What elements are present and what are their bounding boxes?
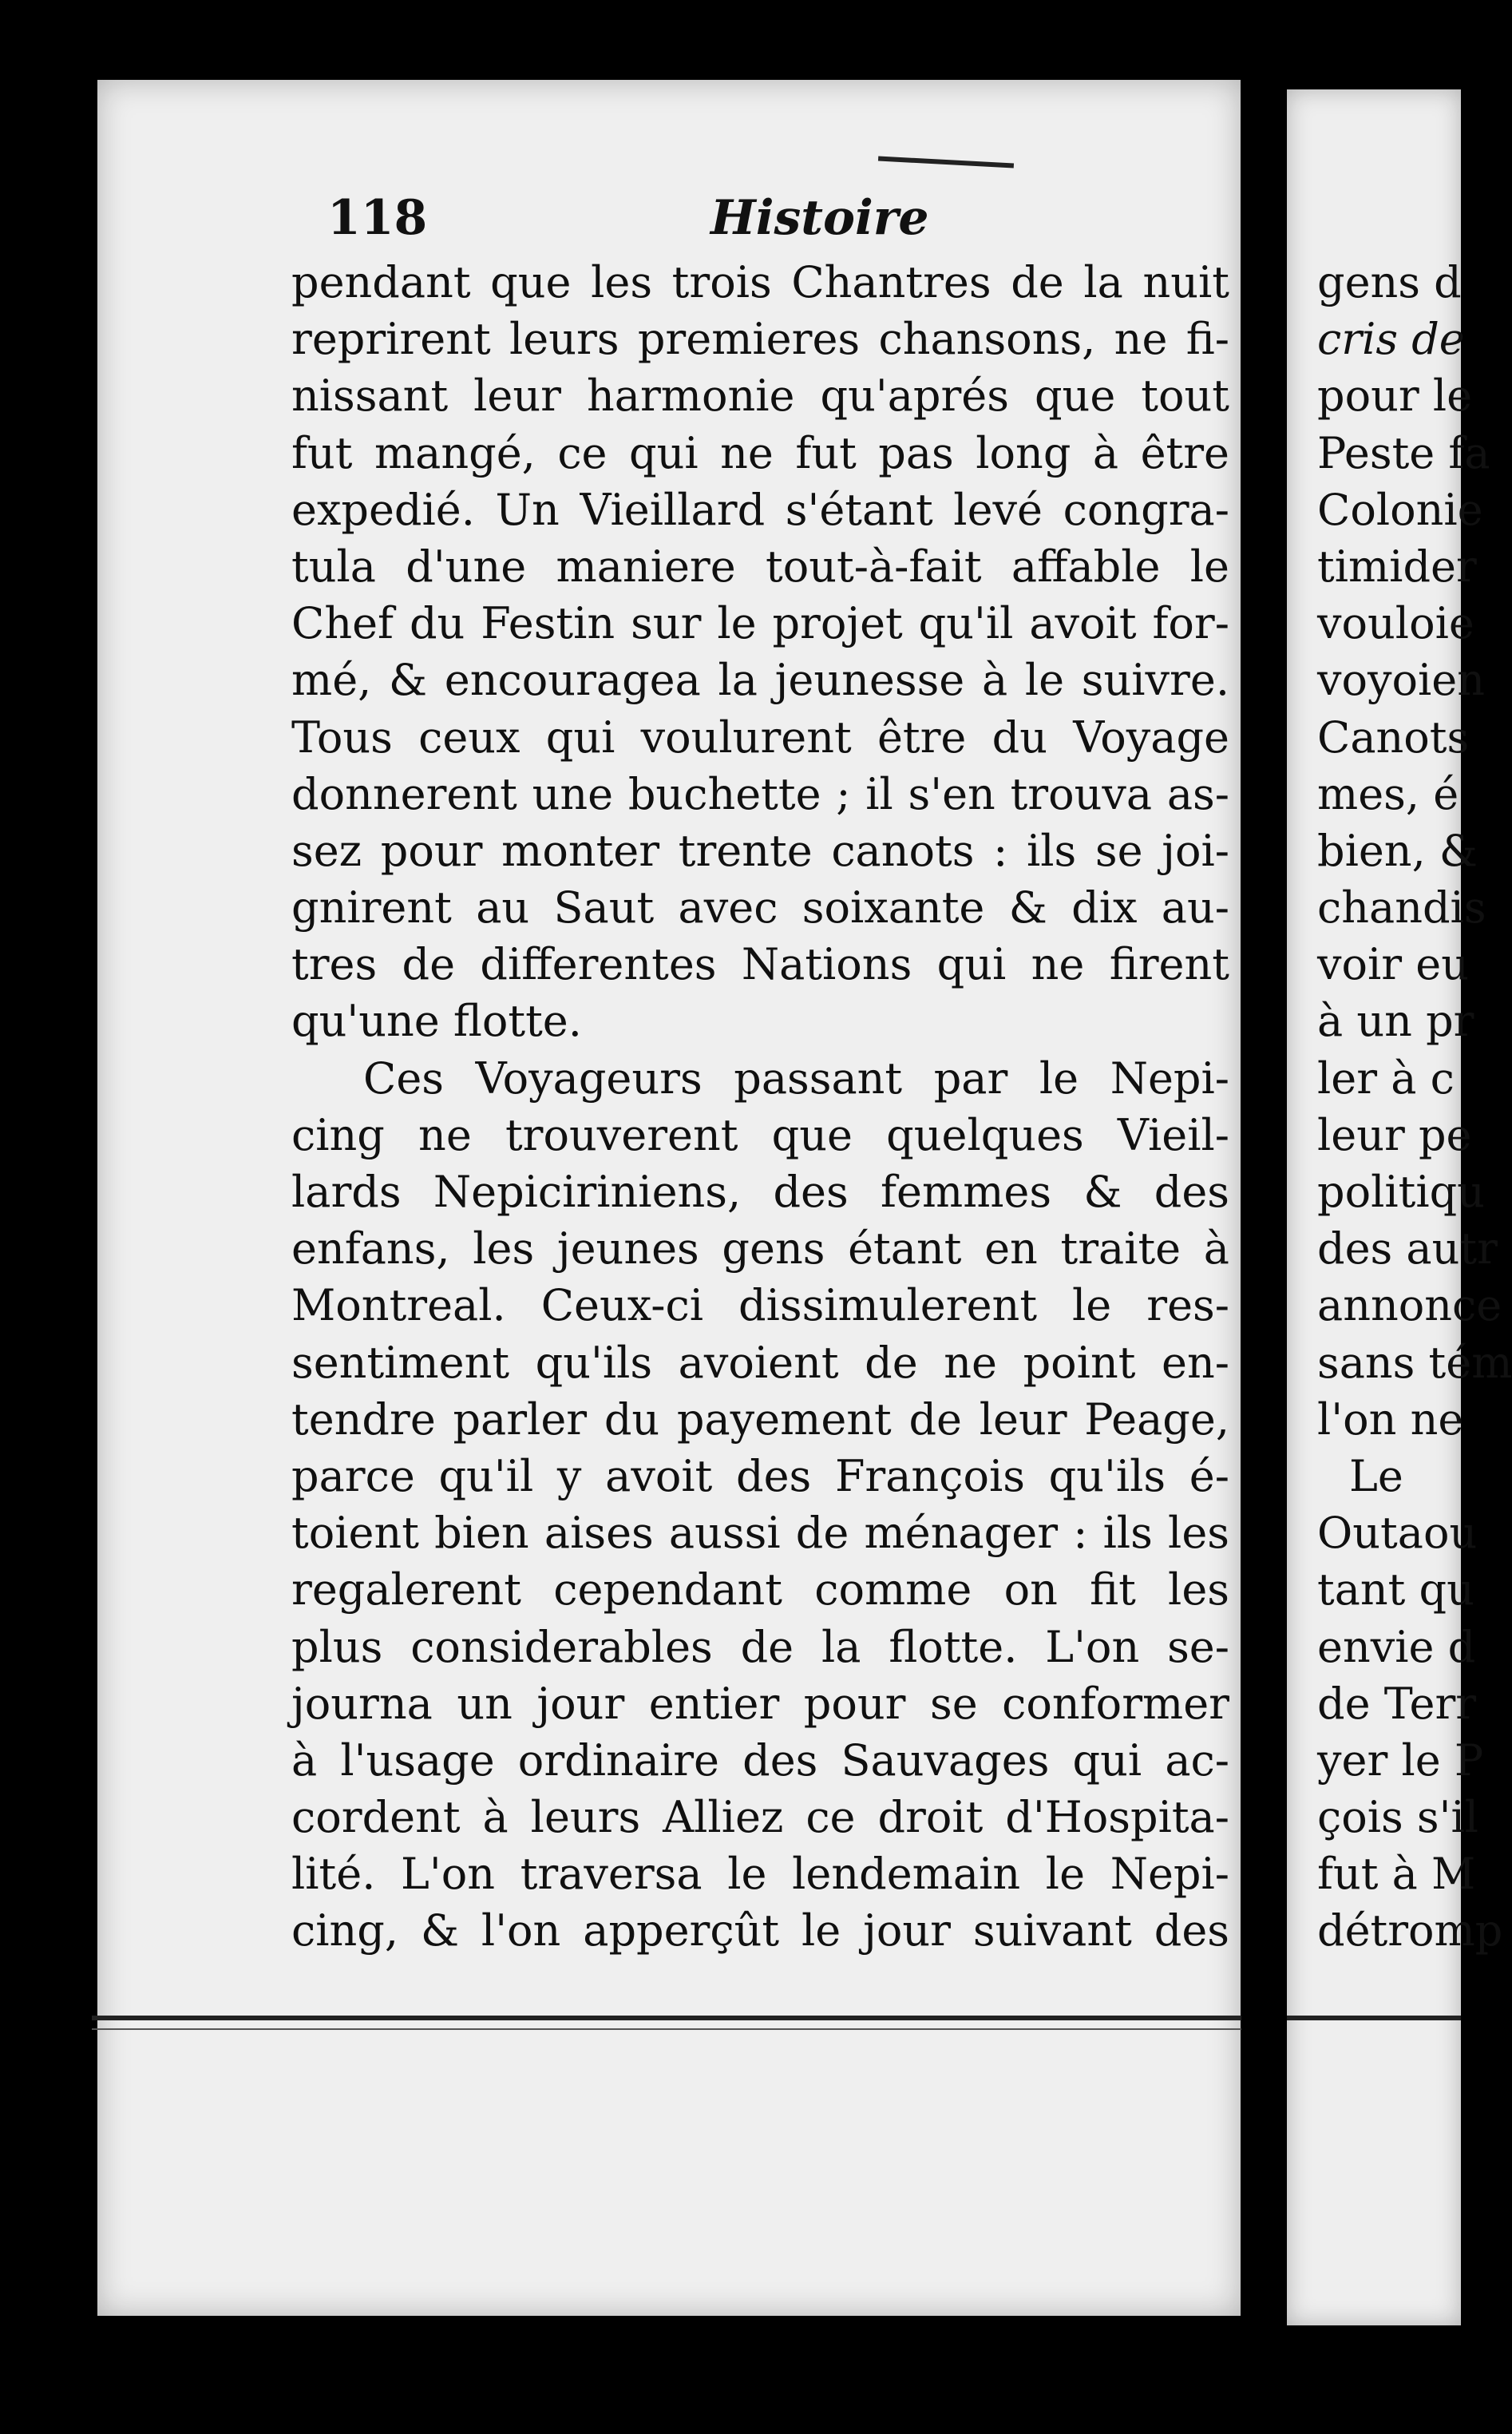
right-text-line: yer le P — [1317, 1734, 1484, 1786]
text-line: plus considerables de la flotte. L'on se- — [291, 1621, 1229, 1672]
right-text-line: çois s'il — [1317, 1792, 1478, 1843]
body-text — [291, 254, 1229, 1960]
text-line: parce qu'il y avoit des François qu'ils é- — [291, 1450, 1229, 1501]
right-text-line: chandis — [1317, 882, 1486, 934]
right-page-text — [1317, 254, 1512, 1960]
text-line: cordent à leurs Alliez ce droit d'Hospita- — [291, 1792, 1229, 1843]
text-line: lité. L'on traversa le lendemain le Nepi- — [291, 1849, 1229, 1900]
running-title: Histoire — [710, 190, 929, 246]
right-text-line: politiqu — [1317, 1167, 1485, 1217]
text-line: sentiment qu'ils avoient de ne point en- — [291, 1337, 1229, 1388]
text-line: à l'usage ordinaire des Sauvages qui ac- — [291, 1734, 1229, 1786]
right-text-line: Peste fa — [1317, 427, 1490, 478]
right-text-line: voir eu — [1317, 939, 1470, 990]
text-line: enfans, les jeunes gens étant en traite à — [291, 1223, 1229, 1274]
text-line: Ces Voyageurs passant par le Nepi- — [363, 1052, 1229, 1104]
text-line: nissant leur harmonie qu'aprés que tout — [291, 371, 1229, 422]
text-line: expedié. Un Vieillard s'étant levé congra- — [291, 484, 1229, 535]
running-head — [327, 190, 1237, 254]
text-line: qu'une flotte. — [291, 996, 582, 1047]
text-line: sez pour monter trente canots : ils se joi- — [291, 825, 1229, 876]
right-text-line: l'on ne — [1317, 1393, 1464, 1445]
text-line: Chef du Festin sur le projet qu'il avoit for- — [291, 598, 1229, 649]
right-text-line: mes, é — [1317, 768, 1459, 819]
right-text-line: gens d — [1317, 257, 1462, 307]
right-text-line: à un pr — [1317, 996, 1474, 1047]
bottom-rule-thin — [92, 2028, 1241, 2030]
text-line: journa un jour entier pour se conformer — [291, 1678, 1229, 1729]
text-line: toient bien aises aussi de ménager : ils les — [291, 1508, 1229, 1559]
right-text-line: voyoien — [1317, 655, 1486, 706]
text-line: gnirent au Saut avec soixante & dix au- — [291, 882, 1229, 934]
right-text-line: de Terr — [1317, 1678, 1477, 1729]
right-text-line: tant qu — [1317, 1564, 1474, 1615]
text-line: regalerent cependant comme on fit les — [291, 1564, 1229, 1615]
text-line: Montreal. Ceux-ci dissimulerent le res- — [291, 1280, 1229, 1331]
right-text-line: pour le — [1317, 371, 1473, 422]
bottom-rule-right — [1287, 2016, 1461, 2020]
right-text-line: fut à M — [1317, 1849, 1476, 1900]
right-text-line: ler à c — [1317, 1052, 1455, 1104]
bottom-rule — [92, 2016, 1241, 2020]
page-number: 118 — [327, 190, 428, 246]
text-line: mé, & encouragea la jeunesse à le suivre. — [291, 655, 1229, 706]
right-text-line: Outaou — [1317, 1508, 1478, 1559]
text-line: reprirent leurs premieres chansons, ne fi- — [291, 314, 1229, 365]
text-line: tendre parler du payement de leur Peage, — [291, 1393, 1229, 1445]
right-text-line: annonce — [1317, 1280, 1502, 1331]
text-line: cing, & l'on apperçût le jour suivant des — [291, 1905, 1229, 1956]
right-text-line: envie d — [1317, 1621, 1476, 1672]
right-text-line: détromp — [1317, 1905, 1503, 1956]
right-text-line: des autr — [1317, 1223, 1498, 1274]
text-line: pendant que les trois Chantres de la nuit — [291, 257, 1229, 307]
text-line: lards Nepiciriniens, des femmes & des — [291, 1167, 1229, 1217]
right-text-line: cris de — [1317, 314, 1465, 365]
right-text-line: Canots — [1317, 712, 1470, 763]
right-text-line: timider — [1317, 541, 1477, 592]
right-text-line: Colonie — [1317, 484, 1483, 535]
right-text-line: bien, & — [1317, 825, 1478, 876]
right-text-line: leur pe — [1317, 1109, 1472, 1160]
text-line: tula d'une maniere tout-à-fait affable le — [291, 541, 1229, 592]
text-line: donnerent une buchette ; il s'en trouva as- — [291, 768, 1229, 819]
right-text-line: Le — [1349, 1450, 1403, 1501]
text-line: cing ne trouverent que quelques Vieil- — [291, 1109, 1229, 1160]
right-text-line: vouloie — [1317, 598, 1474, 649]
book-gutter — [1241, 0, 1287, 2434]
text-line: Tous ceux qui voulurent être du Voyage — [291, 712, 1229, 763]
right-text-line: sans tém — [1317, 1337, 1512, 1388]
text-line: fut mangé, ce qui ne fut pas long à être — [291, 427, 1229, 478]
text-line: tres de differentes Nations qui ne firent — [291, 939, 1229, 990]
